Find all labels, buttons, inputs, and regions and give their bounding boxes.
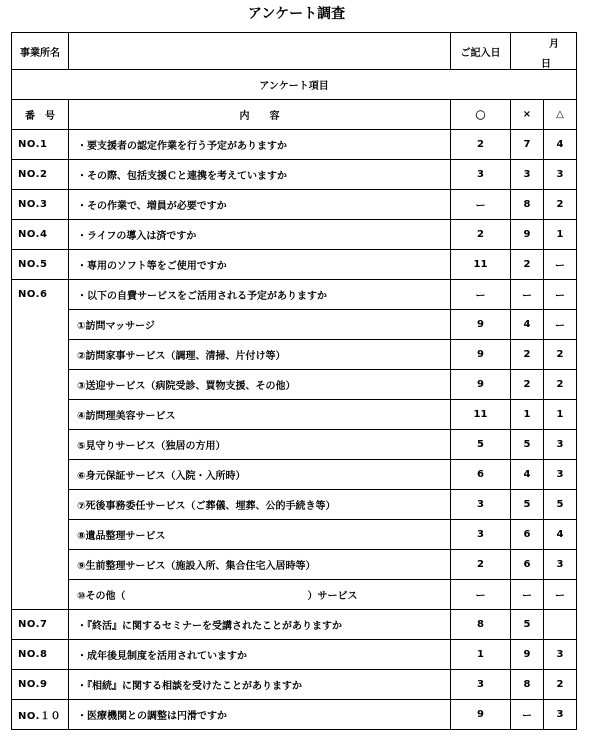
row-number: NO.9 <box>12 670 69 700</box>
sub-row-other <box>12 580 577 610</box>
row-maybe-count: 1 <box>544 220 577 250</box>
row-maybe-count: ー <box>544 250 577 280</box>
row-yes-count: 9 <box>451 700 511 730</box>
column-header-row <box>12 100 577 130</box>
sub-row <box>12 370 577 400</box>
row-question: ・以下の自費サービスをご活用される予定がありますか <box>69 280 451 310</box>
row-question: ・成年後見制度を活用されていますか <box>69 640 451 670</box>
row-question: ・要支援者の認定作業を行う予定がありますか <box>69 130 451 160</box>
row-no-count: ー <box>511 700 544 730</box>
other-suffix: ）サービス <box>307 591 358 602</box>
row-yes-count: 9 <box>451 340 511 370</box>
sub-item-label: ⑦死後事務委任サービス（ご葬儀、埋葬、公的手続き等） <box>69 490 451 520</box>
table-row <box>12 700 577 730</box>
row-question: ・その際、包括支援Ｃと連携を考えていますか <box>69 160 451 190</box>
sub-item-label: ⑧遺品整理サービス <box>69 520 451 550</box>
row-no-count: 6 <box>511 550 544 580</box>
sub-row <box>12 430 577 460</box>
row-yes-count: 11 <box>451 400 511 430</box>
row-no-count: 8 <box>511 190 544 220</box>
table-row <box>12 130 577 160</box>
row-maybe-count: 3 <box>544 160 577 190</box>
row-no-count: 5 <box>511 430 544 460</box>
row-maybe-count: 1 <box>544 400 577 430</box>
sub-item-label: ⑥身元保証サービス（入院・入所時） <box>69 460 451 490</box>
row-no-count: 1 <box>511 400 544 430</box>
office-name-field[interactable] <box>69 33 451 70</box>
row-yes-count: ー <box>451 580 511 610</box>
row-maybe-count: 4 <box>544 520 577 550</box>
row-yes-count: 2 <box>451 550 511 580</box>
row-maybe-count: 3 <box>544 640 577 670</box>
row-maybe-count: 2 <box>544 340 577 370</box>
row-no-count: 2 <box>511 370 544 400</box>
row-question: ・その作業で、増員が必要ですか <box>69 190 451 220</box>
table-row <box>12 190 577 220</box>
sub-item-label: ⑤見守りサービス（独居の方用） <box>69 430 451 460</box>
row-no-count: 2 <box>511 250 544 280</box>
row-question: ・専用のソフト等をご使用ですか <box>69 250 451 280</box>
row-maybe-count: 2 <box>544 190 577 220</box>
row-no-count: 4 <box>511 460 544 490</box>
row-no-count: 7 <box>511 130 544 160</box>
table-row <box>12 280 577 310</box>
row-number: NO.6 <box>12 280 69 610</box>
row-maybe-count: ー <box>544 310 577 340</box>
sub-item-label: ②訪問家事サービス（調理、清掃、片付け等） <box>69 340 451 370</box>
row-yes-count: 11 <box>451 250 511 280</box>
row-yes-count: 2 <box>451 130 511 160</box>
sub-row <box>12 550 577 580</box>
month-label: 月 <box>549 39 559 50</box>
row-maybe-count: 4 <box>544 130 577 160</box>
row-number: NO.1 <box>12 130 69 160</box>
row-number: NO.2 <box>12 160 69 190</box>
row-no-count: ー <box>511 280 544 310</box>
row-number: NO.8 <box>12 640 69 670</box>
section-title: アンケート項目 <box>12 70 577 100</box>
sub-row <box>12 520 577 550</box>
row-number: NO.5 <box>12 250 69 280</box>
row-maybe-count: 3 <box>544 700 577 730</box>
row-yes-count: 9 <box>451 370 511 400</box>
sub-row <box>12 310 577 340</box>
sub-row <box>12 490 577 520</box>
row-yes-count: ー <box>451 190 511 220</box>
sub-item-label: ①訪問マッサージ <box>69 310 451 340</box>
row-maybe-count <box>544 610 577 640</box>
row-no-count: 4 <box>511 310 544 340</box>
row-no-count: ー <box>511 580 544 610</box>
table-row <box>12 640 577 670</box>
row-yes-count: 1 <box>451 640 511 670</box>
survey-table <box>11 32 577 730</box>
row-maybe-count: 3 <box>544 550 577 580</box>
row-number: NO.4 <box>12 220 69 250</box>
row-maybe-count: ー <box>544 280 577 310</box>
row-no-count: 2 <box>511 340 544 370</box>
table-row <box>12 160 577 190</box>
row-no-count: 5 <box>511 610 544 640</box>
row-maybe-count: 3 <box>544 430 577 460</box>
sub-item-label: ⑨生前整理サービス（施設入所、集合住宅入居時等） <box>69 550 451 580</box>
row-no-count: 3 <box>511 160 544 190</box>
column-number: 番 号 <box>12 100 69 130</box>
row-yes-count: 6 <box>451 460 511 490</box>
row-yes-count: 5 <box>451 430 511 460</box>
sub-item-label: ④訪問理美容サービス <box>69 400 451 430</box>
header-row <box>12 33 577 70</box>
row-yes-count: 3 <box>451 160 511 190</box>
table-row <box>12 610 577 640</box>
table-row <box>12 250 577 280</box>
row-maybe-count: 2 <box>544 370 577 400</box>
row-question: ・『終活』に関するセミナーを受講されたことがありますか <box>69 610 451 640</box>
row-yes-count: 9 <box>451 310 511 340</box>
sub-row <box>12 400 577 430</box>
column-maybe: △ <box>544 100 577 130</box>
row-maybe-count: 3 <box>544 460 577 490</box>
day-label: 日 <box>541 59 551 70</box>
date-label: ご記入日 <box>451 33 511 70</box>
row-yes-count: 2 <box>451 220 511 250</box>
row-no-count: 9 <box>511 640 544 670</box>
row-yes-count: ー <box>451 280 511 310</box>
row-no-count: 8 <box>511 670 544 700</box>
row-question: ・『相続』に関する相談を受けたことがありますか <box>69 670 451 700</box>
row-yes-count: 3 <box>451 520 511 550</box>
sub-row <box>12 340 577 370</box>
office-label: 事業所名 <box>12 33 69 70</box>
row-yes-count: 8 <box>451 610 511 640</box>
row-question: ・ライフの導入は済ですか <box>69 220 451 250</box>
row-no-count: 5 <box>511 490 544 520</box>
table-row <box>12 670 577 700</box>
row-maybe-count: ー <box>544 580 577 610</box>
column-no: × <box>511 100 544 130</box>
other-prefix: ⑩その他（ <box>77 591 126 602</box>
row-maybe-count: 2 <box>544 670 577 700</box>
sub-row <box>12 460 577 490</box>
row-number: NO.7 <box>12 610 69 640</box>
column-content: 内 容 <box>69 100 451 130</box>
page-title: アンケート調査 <box>247 6 346 22</box>
sub-item-label: ③送迎サービス（病院受診、買物支援、その他） <box>69 370 451 400</box>
row-number: NO.１０ <box>12 700 69 730</box>
row-number: NO.3 <box>12 190 69 220</box>
row-no-count: 6 <box>511 520 544 550</box>
date-field[interactable] <box>511 33 577 70</box>
row-maybe-count: 5 <box>544 490 577 520</box>
row-question: ・医療機関との調整は円滑ですか <box>69 700 451 730</box>
section-row <box>12 70 577 100</box>
row-yes-count: 3 <box>451 670 511 700</box>
table-row <box>12 220 577 250</box>
sub-item-other[interactable] <box>69 580 451 610</box>
row-no-count: 9 <box>511 220 544 250</box>
row-yes-count: 3 <box>451 490 511 520</box>
column-yes: 〇 <box>451 100 511 130</box>
